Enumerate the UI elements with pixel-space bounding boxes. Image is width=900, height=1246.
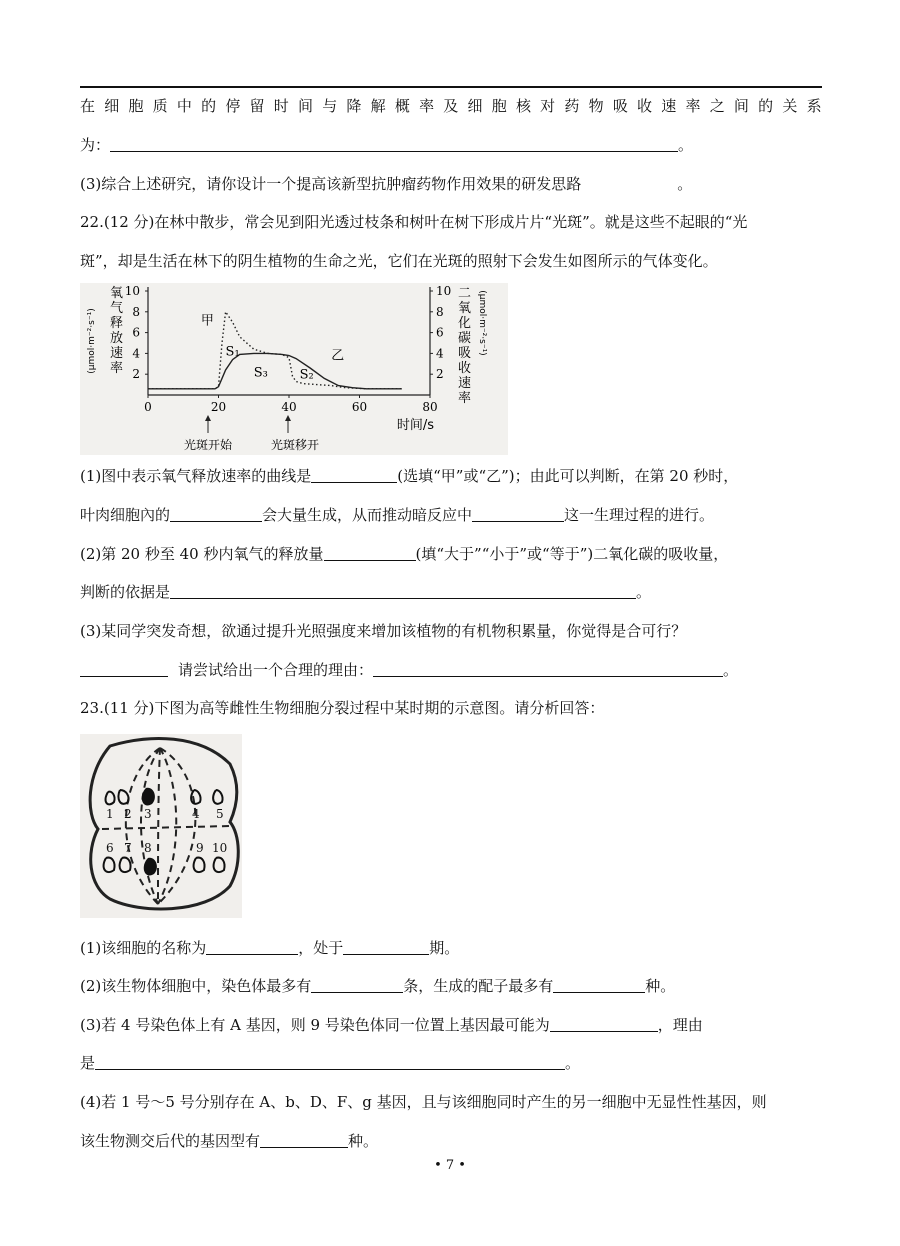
series-line-乙	[148, 353, 402, 388]
text-line-2	[80, 133, 822, 157]
cell-membrane	[90, 739, 238, 909]
y-tick-label-left: 8	[132, 304, 140, 319]
light-spot-chart	[80, 283, 508, 455]
char: 停	[225, 97, 241, 115]
cell-svg	[80, 734, 242, 918]
char: 解	[370, 97, 386, 115]
chart-annotation: S₃	[253, 365, 268, 381]
char: 概	[394, 97, 410, 115]
text-line-3: (3)综合上述研究，请你设计一个提高该新型抗肿瘤药物作用效果的研发思路 。	[80, 175, 693, 193]
char: 率	[685, 97, 701, 115]
char: 细	[467, 97, 483, 115]
chromosome-label: 8	[144, 841, 152, 855]
y-tick-label-left: 6	[132, 325, 140, 340]
char: 系	[806, 97, 822, 115]
q23-3-line-a: (3)若 4 号染色体上有 A 基因，则 9 号染色体同一位置上基因最可能为 ，理由	[80, 1016, 703, 1034]
q22-line-1: 22.(12 分)在林中散步，常会见到阳光透过枝条和树叶在树下形成片片“光斑”。就是这些不起眼的“光	[80, 213, 748, 231]
char: 胞	[491, 97, 507, 115]
page-number: • 7 •	[434, 1158, 466, 1173]
q23-title: 23.(11 分)下图为高等雌性生物细胞分裂过程中某时期的示意图。请分析回答：	[80, 699, 605, 717]
ylabel-left-unit: (μmol·m⁻²·s⁻¹)	[87, 308, 97, 374]
x-tick-label: 40	[281, 400, 297, 414]
q22-2-line-a: (2)第 20 秒至 40 秒内氧气的释放量 (填“大于”“小于”或“等于”)二氧化碳的吸收量，	[80, 545, 729, 563]
char: 的	[758, 97, 774, 115]
char: 的	[201, 97, 217, 115]
ylabel-right-unit: (μmol·m⁻²·s⁻¹)	[477, 290, 487, 356]
chromosome-label: 6	[106, 841, 114, 855]
char: 之	[709, 97, 725, 115]
answer-blank[interactable]	[170, 582, 636, 599]
y-tick-label-right: 8	[436, 304, 444, 319]
q23-4-line-a: (4)若 1 号～5 号分别存在 A、b、D、F、g 基因，且与该细胞同时产生的另一细胞中无显性性基因，则	[80, 1093, 767, 1111]
q22-1-line-b: 叶肉细胞內的 会大量生成，从而推动暗反应中 这一生理过程的进行。	[80, 506, 715, 524]
y-tick-label-right: 10	[436, 284, 452, 298]
q22-3-line-b: 请尝试给出一个合理的理由： 。	[80, 658, 822, 682]
char: 胞	[128, 97, 144, 115]
series-line-甲	[148, 312, 402, 389]
answer-blank[interactable]	[553, 976, 645, 993]
lower-chromosomes	[104, 858, 225, 872]
char: 速	[661, 97, 677, 115]
char: 率	[419, 97, 435, 115]
char: 收	[637, 97, 653, 115]
text-line-1	[80, 94, 822, 118]
answer-blank[interactable]	[95, 1053, 565, 1070]
q22-2-line-b: 判断的依据是 。	[80, 583, 652, 601]
line2-prefix: 为：	[80, 136, 111, 154]
char: 与	[322, 97, 338, 115]
y-tick-label-left: 4	[132, 346, 140, 361]
y-tick-label-right: 6	[436, 325, 444, 340]
q22-line-2: 斑”，却是生活在林下的阴生植物的生命之光，它们在光斑的照射下会发生如图所示的气体变化。	[80, 252, 718, 270]
char: 质	[152, 97, 168, 115]
answer-blank[interactable]	[373, 660, 723, 677]
chart-annotation: S₂	[299, 367, 314, 383]
y-tick-label-right: 4	[436, 346, 444, 361]
top-rule	[80, 86, 822, 88]
answer-blank[interactable]	[110, 135, 678, 152]
q21-3-text: (3)综合上述研究，请你设计一个提高该新型抗肿瘤药物作用效果的研发思路	[80, 175, 582, 193]
chromosome-label: 9	[196, 841, 204, 855]
q23-2-line: (2)该生物体细胞中，染色体最多有 条，生成的配子最多有 种。	[80, 977, 676, 995]
chart-annotation: 甲	[200, 313, 214, 329]
answer-blank[interactable]	[206, 938, 298, 955]
q22-1-line-a: (1)图中表示氧气释放速率的曲线是 (选填“甲”或“乙”)；由此可以判断，在第 20 秒时，	[80, 467, 739, 485]
line2-suffix: 。	[678, 136, 694, 154]
spindle-fibers	[102, 748, 230, 904]
x-axis-label: 时间/s	[396, 418, 434, 433]
x-tick-label: 20	[210, 400, 227, 414]
y-tick-label-left: 10	[124, 284, 140, 298]
x-tick-label: 80	[422, 400, 438, 414]
chromosome-label: 10	[212, 841, 228, 855]
answer-blank[interactable]	[550, 1015, 658, 1032]
ylabel-left: 氧气释放速率	[110, 286, 124, 376]
y-tick-label-left: 2	[132, 367, 140, 382]
chromosome-label: 5	[216, 807, 224, 821]
char: 中	[176, 97, 192, 115]
chromosome-8-dark	[144, 858, 157, 876]
arrow-head-start	[205, 415, 211, 421]
answer-blank[interactable]	[324, 544, 416, 561]
chromosome-label: 2	[124, 807, 132, 821]
label-light-off: 光斑移开	[270, 438, 320, 452]
chromosome-label: 3	[144, 807, 152, 821]
char: 对	[540, 97, 556, 115]
chromosome-3-dark	[142, 788, 155, 806]
char: 物	[588, 97, 604, 115]
ylabel-right: 二氧化碳吸收速率	[458, 286, 472, 406]
chart-svg	[80, 283, 508, 455]
label-light-start: 光斑开始	[183, 438, 233, 452]
q23-1-line: (1)该细胞的名称为 ，处于 期。	[80, 939, 460, 957]
char: 在	[80, 97, 96, 115]
answer-blank[interactable]	[343, 938, 429, 955]
answer-blank[interactable]	[311, 466, 397, 483]
x-tick-label: 0	[144, 400, 152, 414]
answer-blank[interactable]	[311, 976, 403, 993]
char: 关	[782, 97, 798, 115]
char: 核	[515, 97, 531, 115]
char: 间	[733, 97, 749, 115]
q23-4-line-b: 该生物测交后代的基因型有 种。	[80, 1132, 379, 1150]
char: 时	[273, 97, 289, 115]
chart-annotation: 乙	[331, 348, 345, 364]
q22-3-line-a: (3)某同学突发奇想，欲通过提升光照强度来增加该植物的有机物积累量，你觉得是合可行？	[80, 622, 687, 640]
chromosome-label: 7	[124, 841, 132, 855]
arrow-head-end	[285, 415, 291, 421]
cell-division-figure	[80, 734, 242, 918]
char: 吸	[612, 97, 628, 115]
char: 留	[249, 97, 265, 115]
x-tick-label: 60	[351, 400, 368, 414]
answer-blank[interactable]	[80, 660, 168, 677]
chromosome-label: 4	[192, 807, 200, 821]
char: 间	[297, 97, 313, 115]
char: 细	[104, 97, 120, 115]
q23-3-line-b: 是 。	[80, 1054, 581, 1072]
char: 药	[564, 97, 580, 115]
answer-blank[interactable]	[170, 505, 262, 522]
answer-blank[interactable]	[260, 1131, 348, 1148]
chromosome-label: 1	[106, 807, 114, 821]
upper-chromosomes	[106, 790, 223, 804]
y-tick-label-right: 2	[436, 367, 444, 382]
char: 及	[443, 97, 459, 115]
chart-annotation: S₁	[225, 344, 240, 360]
char: 降	[346, 97, 362, 115]
answer-blank[interactable]	[472, 505, 564, 522]
